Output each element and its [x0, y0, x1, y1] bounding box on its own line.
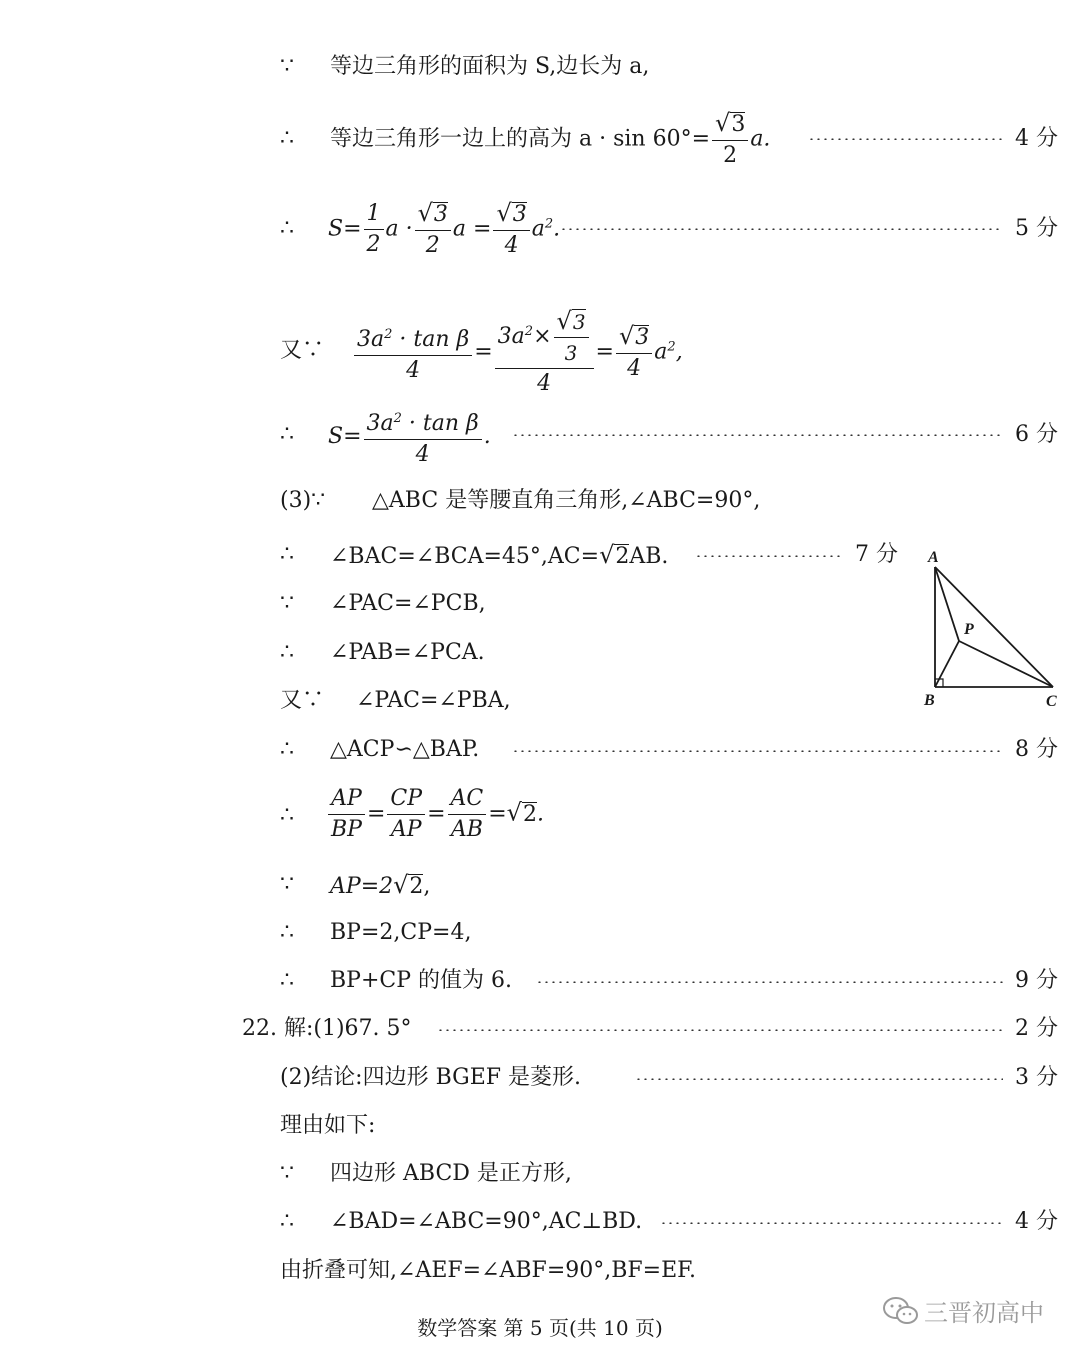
equals: = [474, 339, 493, 365]
fraction-numerator [616, 321, 652, 354]
fraction [328, 784, 365, 845]
fraction-denominator: AP [390, 817, 422, 842]
line-5-expr [328, 404, 491, 470]
fraction-denominator: 2 [723, 143, 738, 168]
line-10-text: ∠PAC=∠PBA, [356, 688, 511, 713]
fraction-denominator: 4 [537, 371, 552, 396]
line-4-expr: $\frac{3a^2 \cdot \tan \beta}{4}$ = $3a^2\times$ $\frac{√3}{3}$ 4 = $\frac{√3}{4}$ $a^2$, [352, 306, 683, 399]
fraction-denominator: 2 [366, 232, 381, 257]
sqrt-value: 3 [731, 112, 746, 137]
fraction [354, 320, 472, 386]
line-7-expr [330, 540, 668, 572]
equals: = [488, 801, 507, 827]
equals: = [427, 801, 446, 827]
segment-bp [935, 641, 959, 687]
term: S= [328, 424, 362, 449]
line-2-text: 等边三角形一边上的高为 a · sin 60°= [330, 126, 711, 152]
therefore-symbol: ∴ [280, 216, 294, 241]
fraction-numerator: AC [448, 784, 487, 815]
fraction-denominator: AB [450, 817, 483, 842]
radical-sign: √ [599, 541, 615, 569]
therefore-symbol: ∴ [280, 422, 294, 447]
radical-sign: √ [393, 871, 409, 899]
term: 3a [497, 324, 525, 349]
sqrt-value: 3 [572, 310, 586, 334]
equals: = [595, 339, 614, 365]
sqrt-value: 3 [433, 202, 448, 227]
line-3-expr: S= $\frac{1}{2}$ a · $\frac{√3}{2}$ a = $\frac{√3}{4}$ $a^2$. [328, 198, 560, 261]
therefore-symbol: ∴ [280, 640, 294, 665]
line-20-text: ∠BAD=∠ABC=90°,AC⊥BD. [330, 1209, 643, 1234]
therefore-symbol: ∴ [280, 920, 294, 945]
term: · tan β [392, 326, 470, 352]
fraction [364, 199, 384, 260]
line-3-s: S= [328, 216, 362, 242]
radical-sign: √ [496, 199, 512, 227]
fraction-numerator: $3a^2 \cdot \tan \beta$ [364, 404, 482, 440]
score-4: 4 分 [1015, 126, 1058, 151]
fraction-denominator: 4 [504, 233, 519, 258]
leader-dots [512, 750, 1003, 752]
score-5: 5 分 [1015, 216, 1058, 241]
fraction-numerator: AP [328, 784, 365, 815]
fraction [493, 198, 529, 261]
fraction-denominator: 2 [425, 233, 440, 258]
line-19-text: 四边形 ABCD 是正方形, [330, 1161, 572, 1186]
fraction-numerator: $3a^2\times$ $\frac{√3}{3}$ [495, 306, 594, 369]
sqrt-value: 3 [635, 325, 650, 350]
line-8-text: ∠PAC=∠PCB, [330, 591, 486, 616]
leader-dots [660, 1222, 1003, 1224]
therefore-symbol: ∴ [280, 126, 294, 151]
fraction [364, 404, 482, 470]
radical-sign: √ [506, 798, 522, 827]
radical-sign: √ [618, 322, 635, 350]
fraction [387, 784, 425, 845]
part-3-label: (3)∵ [280, 488, 326, 513]
leader-dots [560, 228, 1003, 230]
radical-sign: √ [715, 109, 731, 137]
fraction-denominator: 4 [627, 356, 642, 381]
line-2-tail: a. [750, 126, 771, 152]
term: a [654, 339, 668, 365]
because-symbol: ∵ [280, 1161, 294, 1186]
fraction-numerator [493, 198, 529, 231]
line-13-end: , [423, 874, 431, 899]
term: · tan β [401, 411, 479, 436]
fraction-denominator: 4 [415, 442, 430, 467]
line-3-a1: a · [385, 216, 413, 242]
line-1-text: 等边三角形的面积为 S,边长为 a, [330, 54, 650, 79]
label-a: A [928, 549, 939, 566]
also-because-symbol: 又∵ [280, 338, 325, 363]
score-2: 2 分 [1015, 1016, 1058, 1041]
sqrt-value: 2 [522, 801, 537, 827]
equals: = [366, 801, 386, 827]
fraction [495, 306, 594, 399]
fraction-numerator [415, 198, 451, 231]
edge-ac [935, 567, 1053, 687]
fraction-denominator: 3 [564, 341, 578, 365]
leader-dots [695, 555, 843, 557]
fraction [415, 198, 451, 261]
fraction-numerator: $3a^2 \cdot \tan \beta$ [354, 320, 472, 356]
radical-sign: √ [556, 307, 572, 335]
fraction [448, 784, 487, 845]
sqrt-value: 2 [615, 544, 630, 569]
leader-dots [437, 1029, 1003, 1031]
therefore-symbol: ∴ [280, 542, 294, 567]
line-17-text: (2)结论:四边形 BGEF 是菱形. [280, 1065, 582, 1090]
leader-dots [635, 1078, 1003, 1080]
therefore-symbol: ∴ [280, 1209, 294, 1234]
sqrt-value: 2 [409, 874, 424, 899]
line-9-text: ∠PAB=∠PCA. [330, 640, 485, 665]
line-5-end: . [483, 424, 491, 449]
line-12-expr [326, 784, 544, 845]
score-6: 6 分 [1015, 422, 1058, 447]
fraction-numerator [712, 108, 748, 141]
fraction [712, 108, 748, 171]
line-13-expr [330, 870, 430, 902]
fraction-denominator: BP [331, 817, 362, 842]
score-7: 7 分 [855, 542, 898, 567]
label-p: P [964, 621, 974, 638]
line-21-text: 由折叠可知,∠AEF=∠ABF=90°,BF=EF. [280, 1258, 697, 1283]
line-4-end: , [675, 339, 683, 365]
sqrt-value: 3 [512, 202, 527, 227]
because-symbol: ∵ [280, 591, 294, 616]
term: AB. [629, 544, 669, 569]
fraction-denominator: 4 [406, 357, 421, 383]
radical-sign: √ [417, 199, 433, 227]
page-footer: 数学答案 第 5 页(共 10 页) [417, 1316, 663, 1340]
therefore-symbol: ∴ [280, 737, 294, 762]
score-8: 8 分 [1015, 737, 1058, 762]
score-3: 3 分 [1015, 1065, 1058, 1090]
fraction-numerator [554, 306, 589, 338]
line-3-end: . [553, 216, 561, 242]
line-6-text: △ABC 是等腰直角三角形,∠ABC=90°, [372, 488, 761, 513]
also-because-symbol: 又∵ [280, 688, 325, 713]
label-b: B [924, 692, 935, 709]
line-12-end: . [536, 801, 544, 827]
term: AP=2 [330, 874, 394, 899]
line-15-text: BP+CP 的值为 6. [330, 968, 513, 993]
leader-dots [512, 434, 1003, 436]
label-c: C [1046, 693, 1057, 710]
fraction [616, 321, 652, 384]
term: × [533, 324, 552, 349]
fraction-numerator: 1 [364, 199, 384, 230]
line-18-text: 理由如下: [280, 1113, 376, 1138]
fraction [554, 306, 589, 368]
segment-cp [959, 641, 1053, 687]
line-2-expr [330, 108, 770, 171]
term: 3a [366, 411, 394, 436]
term: ∠BAC=∠BCA=45°,AC= [330, 544, 600, 569]
therefore-symbol: ∴ [280, 968, 294, 993]
triangle-figure [915, 545, 1065, 715]
because-symbol: ∵ [280, 872, 294, 897]
watermark-text: 三晋初高中 [924, 1299, 1044, 1327]
term: 3a [357, 326, 385, 352]
because-symbol: ∵ [280, 54, 294, 79]
leader-dots [536, 981, 1003, 983]
score-9: 9 分 [1015, 968, 1058, 993]
fraction-numerator: CP [387, 784, 425, 815]
wechat-icon [882, 1296, 920, 1332]
therefore-symbol: ∴ [280, 803, 294, 828]
line-14-text: BP=2,CP=4, [330, 920, 472, 945]
watermark [882, 1293, 1044, 1332]
line-3-a2: a = [452, 216, 492, 242]
question-22-text: 22. 解:(1)67. 5° [242, 1016, 412, 1041]
leader-dots [808, 138, 1003, 140]
score-4b: 4 分 [1015, 1209, 1058, 1234]
line-3-a3: a [531, 216, 545, 242]
line-11-text: △ACP∽△BAP. [330, 737, 480, 762]
